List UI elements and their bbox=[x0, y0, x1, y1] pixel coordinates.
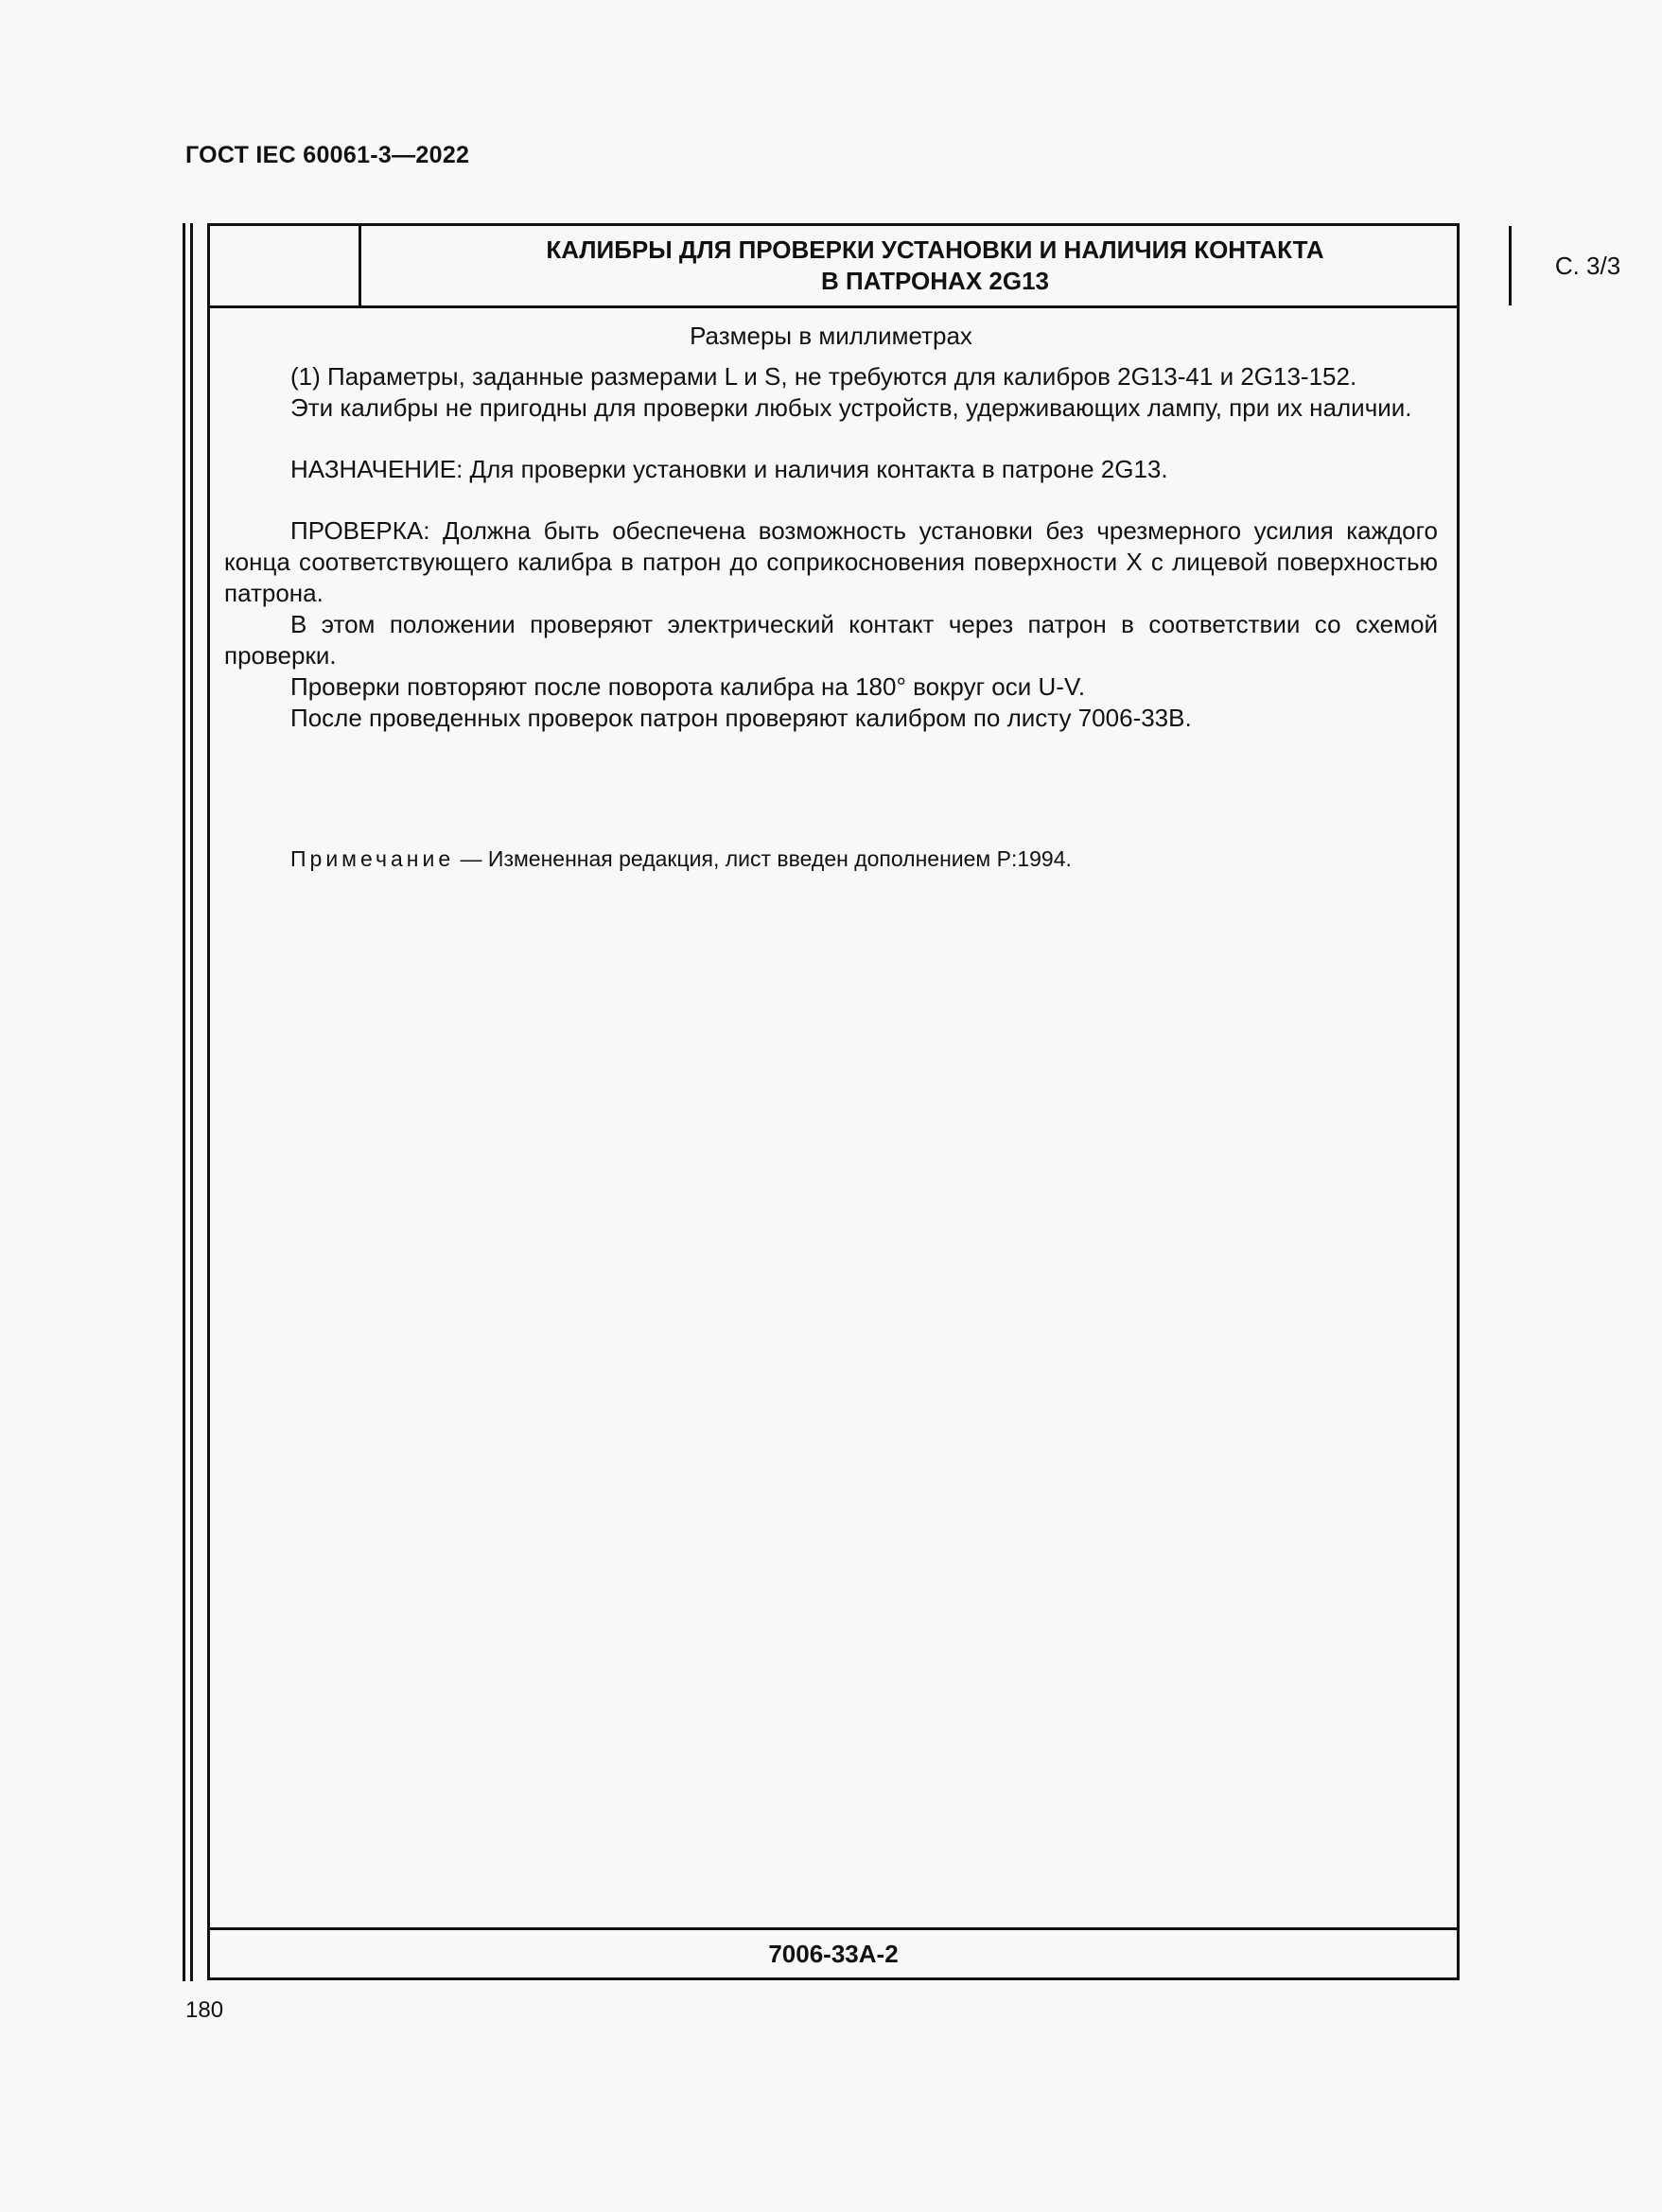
paragraph-rotation-check: Проверки повторяют после поворота калибра на 180° вокруг оси U-V. bbox=[290, 672, 1086, 701]
sheet-title-line-1: КАЛИБРЫ ДЛЯ ПРОВЕРКИ УСТАНОВКИ И НАЛИЧИЯ КОНТАКТА bbox=[546, 235, 1324, 264]
document-header: ГОСТ IEC 60061-3—2022 bbox=[185, 142, 470, 168]
drawing-sheet-frame bbox=[207, 223, 1621, 1980]
paragraph-contact-check: В этом положении проверяют электрический контакт через патрон в соответствии со схемой проверки. bbox=[224, 610, 1438, 670]
title-block bbox=[210, 226, 1621, 308]
paragraph-final-check: После проведенных проверок патрон проверяют калибром по листу 7006-33B. bbox=[290, 704, 1192, 732]
paragraph-footnote-1: (1) Параметры, заданные размерами L и S, не требуются для калибров 2G13-41 и 2G13-152. bbox=[290, 362, 1357, 391]
note bbox=[224, 845, 1438, 873]
paragraph-footnote-2: Эти калибры не пригодны для проверки любых устройств, удерживающих лампу, при их наличии. bbox=[290, 393, 1412, 422]
sheet-title-line-2: В ПАТРОНАХ 2G13 bbox=[821, 267, 1049, 295]
sheet-title bbox=[361, 226, 1512, 305]
sheet-content bbox=[224, 321, 1438, 873]
note-text: — Измененная редакция, лист введен дополнением P:1994. bbox=[454, 846, 1072, 871]
sheet-page-indicator: С. 3/3 bbox=[1554, 251, 1621, 280]
binding-line-inner bbox=[190, 223, 193, 1981]
note-label: Примечание bbox=[290, 846, 455, 871]
title-block-empty-cell bbox=[210, 226, 361, 305]
page-number: 180 bbox=[185, 1997, 224, 2023]
sheet-code: 7006-33А-2 bbox=[210, 1927, 1457, 1977]
binding-line-outer bbox=[183, 223, 185, 1981]
dimensions-caption: Размеры в миллиметрах bbox=[690, 322, 972, 350]
paragraph-check: ПРОВЕРКА: Должна быть обеспечена возможность установки без чрезмерного усилия каждого конца соответствующего калибра в патрон до соприкосновения поверхности X с лицевой поверхностью патрона. bbox=[224, 516, 1438, 607]
paragraph-purpose: НАЗНАЧЕНИЕ: Для проверки установки и наличия контакта в патроне 2G13. bbox=[290, 455, 1168, 483]
